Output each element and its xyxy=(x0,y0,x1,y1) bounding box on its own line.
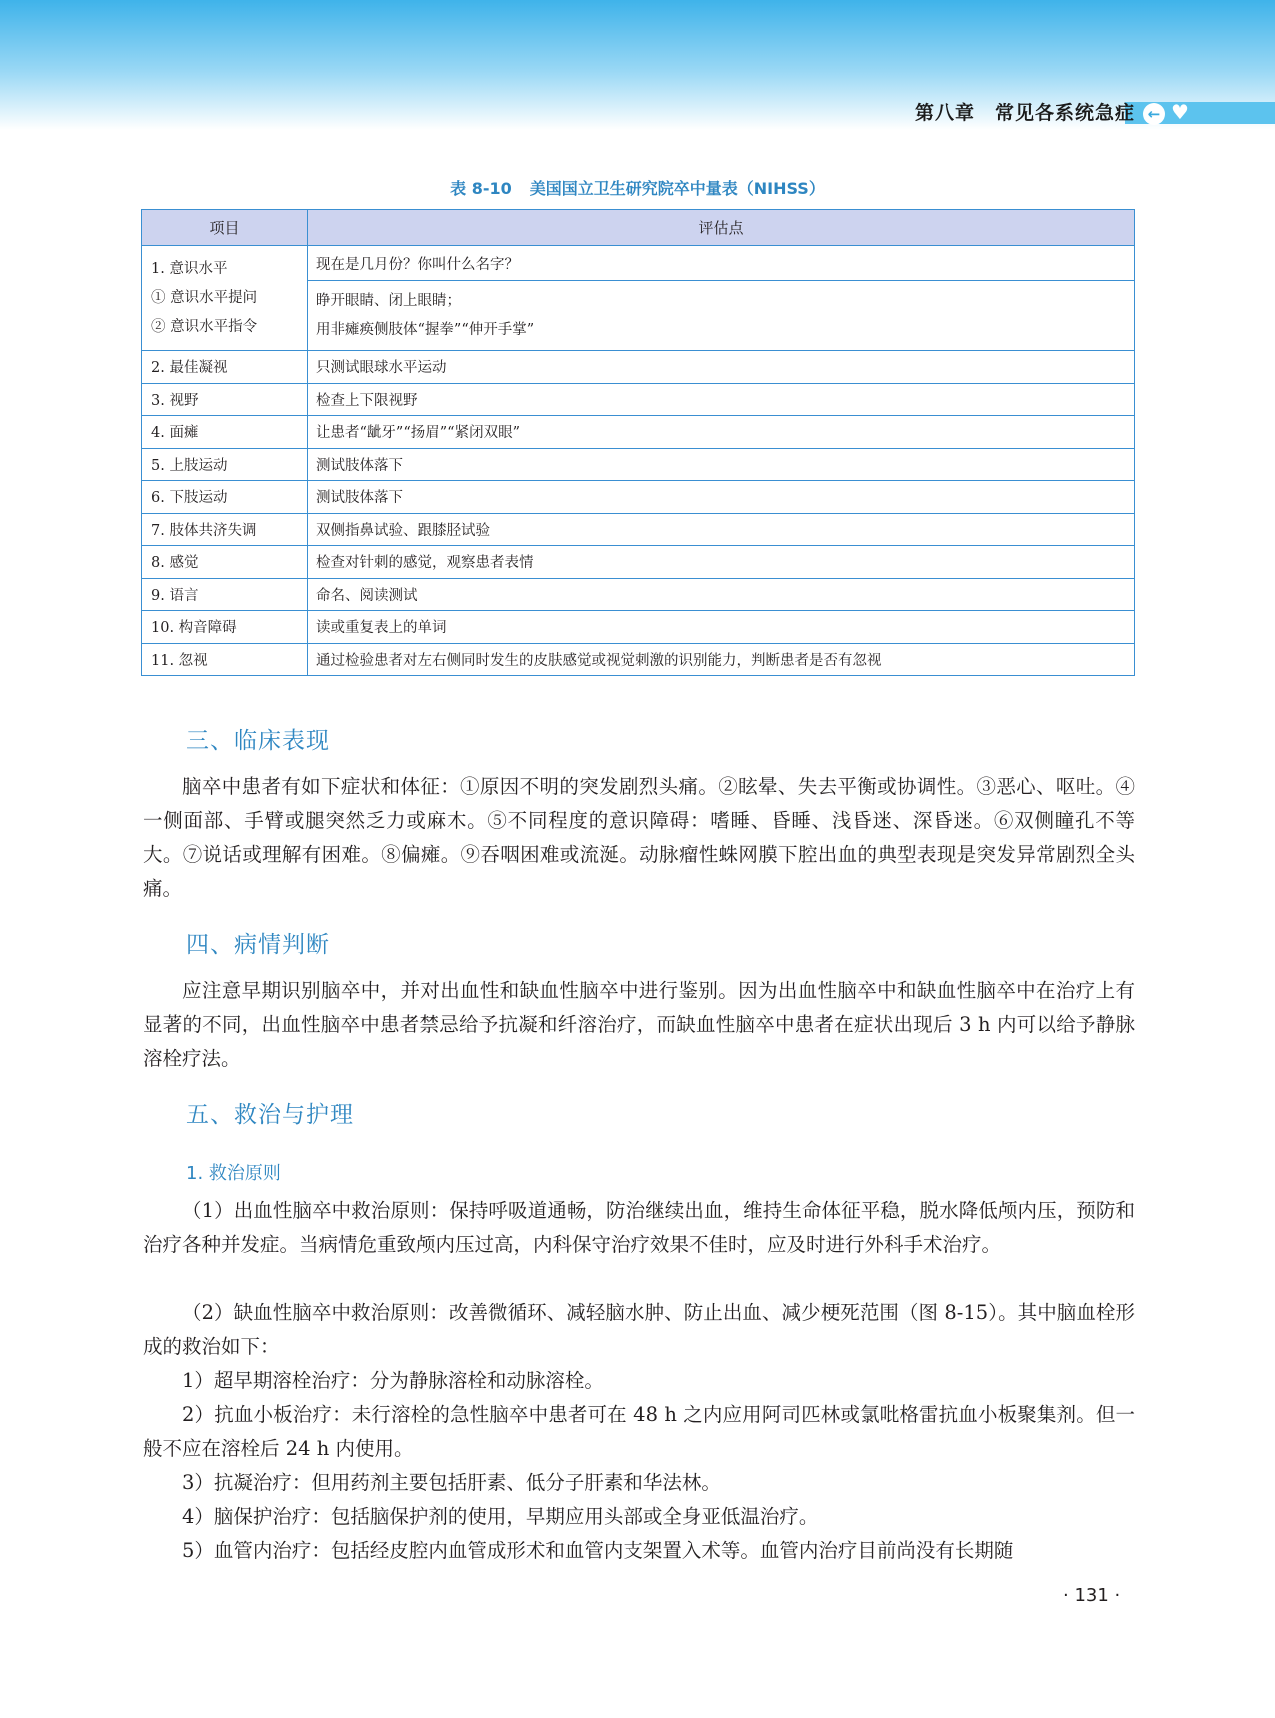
table-row: 2. 最佳凝视 只测试眼球水平运动 xyxy=(142,351,1135,384)
paragraph-judgment: 应注意早期识别脑卒中，并对出血性和缺血性脑卒中进行鉴别。因为出血性脑卒中和缺血性脑卒中在治疗上有显著的不同，出血性脑卒中患者禁忌给予抗凝和纤溶治疗，而缺血性脑卒中患者在症状出现后 3 h 内可以给予静脉溶栓疗法。 xyxy=(143,979,1135,1070)
table-title: 美国国立卫生研究院卒中量表（NIHSS） xyxy=(529,179,825,198)
table-row: 4. 面瘫 让患者“龇牙”“扬眉”“紧闭双眼” xyxy=(142,416,1135,449)
nihss-table xyxy=(141,209,1135,676)
table-row: 9. 语言 命名、阅读测试 xyxy=(142,578,1135,611)
table-row: 10. 构音障碍 读或重复表上的单词 xyxy=(142,611,1135,644)
section-heading-clinical: 三、临床表现 xyxy=(186,728,330,754)
paragraph-clinical: 脑卒中患者有如下症状和体征：①原因不明的突发剧烈头痛。②眩晕、失去平衡或协调性。③恶心、呕吐。④一侧面部、手臂或腿突然乏力或麻木。⑤不同程度的意识障碍：嗜睡、昏睡、浅昏迷、深昏迷。⑥双侧瞳孔不等大。⑦说话或理解有困难。⑧偏瘫。⑨吞咽困难或流涎。动脉瘤性蛛网膜下腔出血的典型表现是突发异常剧烈全头痛。 xyxy=(143,775,1135,900)
paragraph-ischemic: （2）缺血性脑卒中救治原则：改善微循环、减轻脑水肿、防止出血、减少梗死范围（图 8-15）。其中脑血栓形成的救治如下： xyxy=(143,1301,1135,1358)
table-row: 8. 感觉 检查对针刺的感觉，观察患者表情 xyxy=(142,546,1135,579)
chapter-title: 第八章 常见各系统急症 xyxy=(914,102,1135,124)
table-row: 6. 下肢运动 测试肢体落下 xyxy=(142,481,1135,514)
paragraph-hemorrhagic: （1）出血性脑卒中救治原则：保持呼吸道通畅，防治继续出血，维持生命体征平稳，脱水降低颅内压，预防和治疗各种并发症。当病情危重致颅内压过高，内科保守治疗效果不佳时，应及时进行外科手术治疗。 xyxy=(143,1199,1135,1256)
table-cell-item: 1. 意识水平 ① 意识水平提问 ② 意识水平指令 xyxy=(142,246,308,351)
arrow-left-icon: ← xyxy=(1143,103,1165,125)
paragraph-antiplatelet: 2）抗血小板治疗：未行溶栓的急性脑卒中患者可在 48 h 之内应用阿司匹林或氯吡格雷抗血小板聚集剂。但一般不应在溶栓后 24 h 内使用。 xyxy=(143,1403,1135,1460)
section-heading-judgment: 四、病情判断 xyxy=(186,932,330,958)
table-row: 3. 视野 检查上下限视野 xyxy=(142,383,1135,416)
table-cell-point: 现在是几月份？你叫什么名字？ xyxy=(308,246,1135,281)
table-row: 5. 上肢运动 测试肢体落下 xyxy=(142,448,1135,481)
table-number: 表 8-10 xyxy=(450,179,512,198)
subheading-principles: 1. 救治原则 xyxy=(186,1163,281,1184)
table-row: 7. 肢体共济失调 双侧指鼻试验、跟膝胫试验 xyxy=(142,513,1135,546)
column-header-item: 项目 xyxy=(142,210,308,246)
paragraph-brain-protection: 4）脑保护治疗：包括脑保护剂的使用，早期应用头部或全身亚低温治疗。 xyxy=(182,1505,819,1528)
paragraph-anticoagulation: 3）抗凝治疗：但用药剂主要包括肝素、低分子肝素和华法林。 xyxy=(182,1471,721,1494)
page-number: · 131 · xyxy=(1063,1585,1121,1606)
table-cell-point: 睁开眼睛、闭上眼睛； 用非瘫痪侧肢体“握拳”“伸开手掌” xyxy=(308,281,1135,351)
column-header-point: 评估点 xyxy=(308,210,1135,246)
section-heading-treatment: 五、救治与护理 xyxy=(186,1102,354,1128)
table-caption xyxy=(0,176,1275,199)
table-row: 11. 忽视 通过检验患者对左右侧同时发生的皮肤感觉或视觉刺激的识别能力，判断患者是否有忽视 xyxy=(142,643,1135,676)
paragraph-endovascular: 5）血管内治疗：包括经皮腔内血管成形术和血管内支架置入术等。血管内治疗目前尚没有长期随 xyxy=(182,1539,1014,1562)
paragraph-thrombolysis: 1）超早期溶栓治疗：分为静脉溶栓和动脉溶栓。 xyxy=(182,1369,604,1392)
heart-icon: ♥ xyxy=(1171,100,1189,124)
